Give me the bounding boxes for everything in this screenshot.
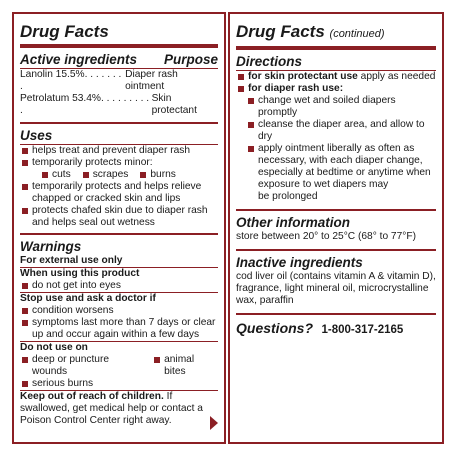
bullet-icon xyxy=(22,148,28,154)
ingredient-row xyxy=(20,93,218,117)
bullet-icon xyxy=(22,357,28,363)
drug-facts-panel-right xyxy=(228,12,444,444)
list-item: cleanse the diaper area, and allow to dry xyxy=(246,119,436,143)
questions-heading: Questions? xyxy=(236,320,314,336)
bullet-icon xyxy=(22,283,28,289)
bullet-icon xyxy=(22,208,28,214)
list-item: apply ointment liberally as often as necessary, with each diaper change, especially at bedtime or anytime when exposure to wet diapers may be prolonged xyxy=(246,143,436,203)
ingredient-name: Petrolatum 53.4%. . . . . . . . . . xyxy=(20,93,150,116)
warning-subheading: Do not use on xyxy=(20,342,88,353)
bullet-icon xyxy=(154,357,160,363)
section-divider xyxy=(236,209,436,211)
section-divider xyxy=(20,233,218,235)
section-divider xyxy=(236,313,436,315)
bullet-icon xyxy=(22,184,28,190)
bullet-icon xyxy=(248,98,254,104)
directions-heading: Directions xyxy=(236,54,303,69)
other-information-heading: Other information xyxy=(236,215,350,230)
drug-facts-panel-left xyxy=(12,12,226,444)
ingredient-purpose: Skin protectant xyxy=(151,93,197,116)
continue-arrow-icon xyxy=(210,416,218,430)
bullet-icon xyxy=(22,308,28,314)
active-ingredients-heading: Active ingredients xyxy=(20,52,138,67)
active-ingredients-header xyxy=(20,52,218,68)
list-item: change wet and soiled diapers promptly xyxy=(246,95,436,119)
section-divider xyxy=(20,122,218,124)
sub-list xyxy=(40,169,218,181)
list-item: scrapes xyxy=(81,169,129,181)
warning-subheading: For external use only xyxy=(20,255,123,266)
inactive-ingredients-line: cod liver oil (contains vitamin A & vitamin D), xyxy=(236,271,436,282)
list-item: temporarily protects and helps relieve chapped or cracked skin and lips xyxy=(20,181,218,205)
list-item: symptoms last more than 7 days or clear up and occur again within a few days xyxy=(20,317,218,341)
phone-number[interactable]: 1-800-317-2165 xyxy=(321,324,404,336)
storage-text: store between 20° to 25°C (68° to 77°F) xyxy=(236,231,416,242)
inactive-ingredients-heading: Inactive ingredients xyxy=(236,255,363,270)
bullet-icon xyxy=(42,172,48,178)
bullet-icon xyxy=(248,146,254,152)
list-item: for diaper rash use: xyxy=(236,83,436,95)
list-item: condition worsens xyxy=(20,305,218,317)
drug-facts-title: Drug Facts (continued) xyxy=(236,22,436,50)
list-item: helps treat and prevent diaper rash xyxy=(20,145,218,157)
warning-subheading: When using this product xyxy=(20,268,140,279)
purpose-heading: Purpose xyxy=(163,52,218,67)
keep-out-line: swallowed, get medical help or contact a xyxy=(20,403,203,414)
drug-facts-title: Drug Facts xyxy=(20,22,218,48)
list-row xyxy=(20,354,218,378)
section-divider xyxy=(236,249,436,251)
uses-heading: Uses xyxy=(20,128,53,143)
ingredient-name: Lanolin 15.5%. . . . . . . . xyxy=(20,69,122,92)
list-item: temporarily protects minor: xyxy=(20,157,218,169)
ingredient-row xyxy=(20,69,218,93)
warnings-heading: Warnings xyxy=(20,239,82,254)
bullet-icon xyxy=(140,172,146,178)
bullet-icon xyxy=(22,160,28,166)
list-item: burns xyxy=(138,169,175,181)
ingredient-purpose: Diaper rash ointment xyxy=(125,69,178,92)
list-item: for skin protectant use apply as needed xyxy=(236,71,436,83)
list-item: protects chafed skin due to diaper rash and helps seal out wetness xyxy=(20,205,218,229)
list-item: deep or puncture wounds xyxy=(20,354,146,378)
keep-out-warning: Keep out of reach of children. If xyxy=(20,391,173,402)
bullet-icon xyxy=(83,172,89,178)
list-item: do not get into eyes xyxy=(20,280,218,292)
inactive-ingredients-line: wax, paraffin xyxy=(236,295,294,306)
bullet-icon xyxy=(22,320,28,326)
bullet-icon xyxy=(238,86,244,92)
warning-subheading: Stop use and ask a doctor if xyxy=(20,293,156,304)
continued-label: (continued) xyxy=(329,28,385,40)
keep-out-line: Poison Control Center right away. xyxy=(20,415,172,426)
bullet-icon xyxy=(248,122,254,128)
questions-row xyxy=(236,320,436,338)
list-item: animal bites xyxy=(152,354,218,378)
bullet-icon xyxy=(238,74,244,80)
inactive-ingredients-line: fragrance, light mineral oil, microcrystalline xyxy=(236,283,429,294)
bullet-icon xyxy=(22,381,28,387)
list-item: cuts xyxy=(40,169,71,181)
list-item: serious burns xyxy=(20,378,218,390)
